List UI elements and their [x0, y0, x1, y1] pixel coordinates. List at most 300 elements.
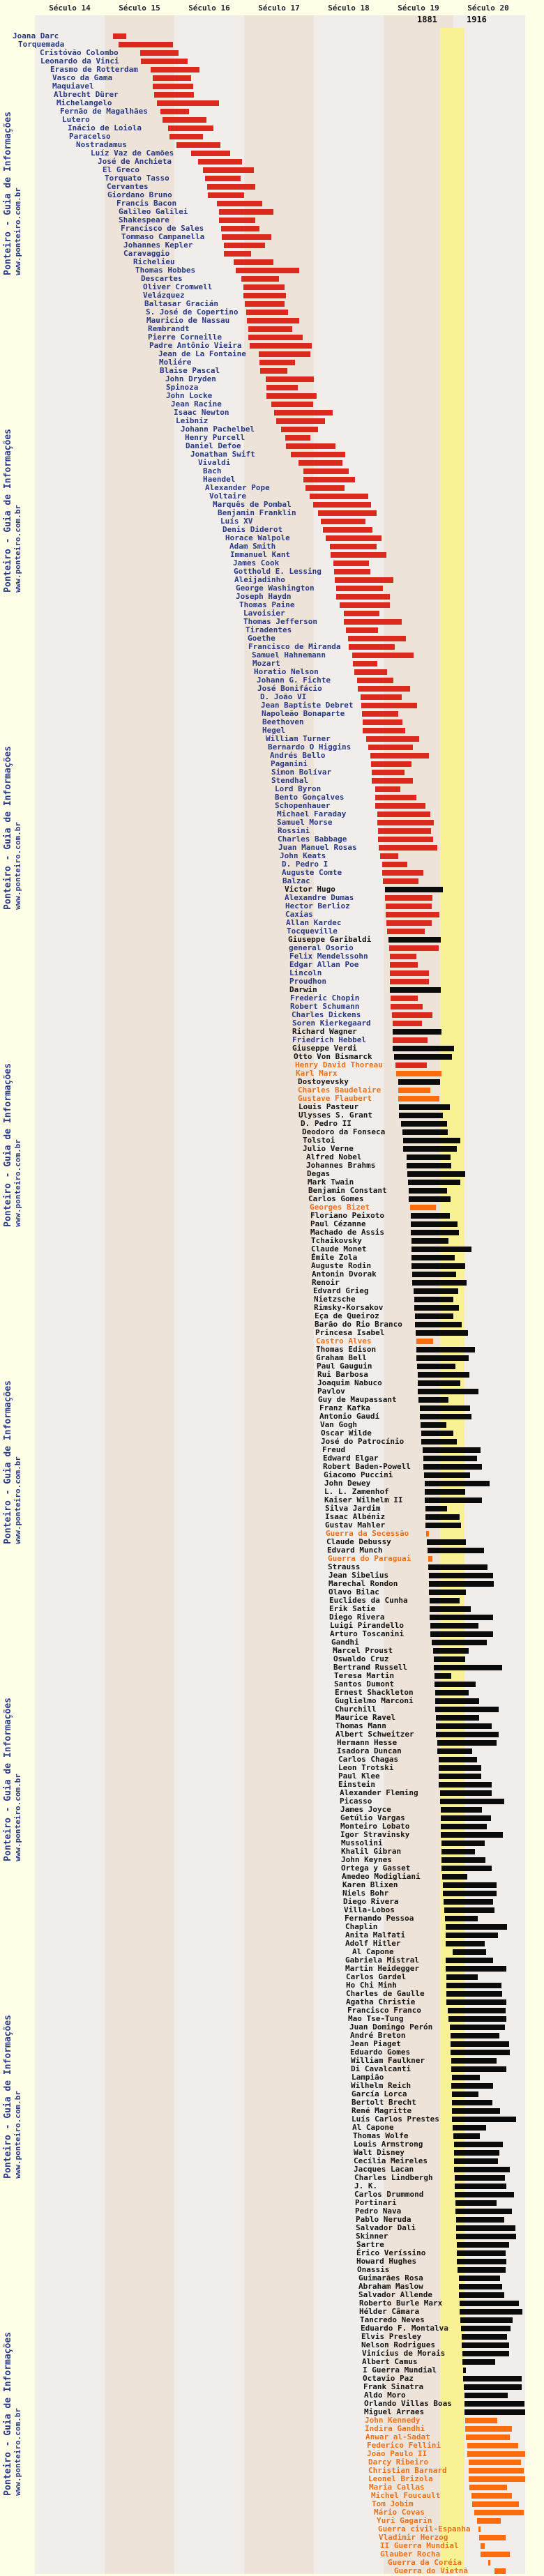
lifespan-bar: [459, 2292, 504, 2298]
lifespan-bar: [407, 1163, 451, 1168]
timeline-row-label: Pierre Corneille: [148, 333, 222, 342]
timeline-row-label: Denis Diderot: [222, 525, 283, 534]
timeline-row-label: Charles Dickens: [292, 1010, 361, 1019]
century-band: [35, 15, 105, 2574]
era-marker-end: 1916: [467, 15, 487, 24]
lifespan-bar: [469, 2476, 525, 2482]
timeline-row-label: El Greco: [103, 165, 139, 174]
lifespan-bar: [418, 1397, 448, 1403]
lifespan-bar: [455, 2200, 497, 2206]
timeline-row-label: Lutero: [62, 115, 90, 124]
timeline-row-label: Hermann Hesse: [337, 1738, 398, 1747]
lifespan-bar: [349, 644, 395, 650]
timeline-row-label: Thomas Jefferson: [243, 617, 317, 626]
lifespan-bar: [425, 1506, 447, 1511]
lifespan-bar: [418, 1389, 478, 1394]
lifespan-bar: [459, 2276, 500, 2281]
lifespan-bar: [432, 1640, 487, 1645]
timeline-row-label: Schopenhauer: [275, 801, 331, 810]
timeline-row-label: Andrés Bello: [270, 751, 326, 760]
timeline-row-label: Albrecht Dürer: [54, 90, 119, 99]
timeline-row-label: Eduardo Gomes: [350, 2048, 411, 2057]
timeline-row-label: Johann Pachelbel: [181, 425, 255, 434]
lifespan-bar: [481, 2552, 510, 2557]
timeline-row-label: Silva Jardim: [325, 1504, 381, 1513]
timeline-row-label: Francis Bacon: [116, 199, 177, 208]
lifespan-bar: [375, 786, 400, 792]
lifespan-bar: [460, 2317, 513, 2323]
lifespan-bar: [241, 276, 279, 282]
lifespan-bar: [390, 954, 416, 959]
lifespan-bar: [286, 443, 335, 449]
timeline-row-label: Luíz Vaz de Camões: [91, 148, 174, 158]
lifespan-bar: [464, 2409, 525, 2415]
timeline-row-label: Velázquez: [143, 291, 185, 300]
timeline-row-label: William Faulkner: [351, 2056, 425, 2065]
site-url-vertical[interactable]: www.ponteiro.com.br: [13, 1138, 22, 1227]
lifespan-bar: [418, 1380, 460, 1386]
lifespan-bar: [442, 1874, 467, 1880]
lifespan-bar: [113, 33, 126, 39]
timeline-row-label: Erik Satie: [329, 1604, 376, 1613]
lifespan-bar: [375, 795, 416, 800]
timeline-row-label: Goethe: [248, 634, 275, 643]
timeline-row-label: Inácio de Loiola: [68, 123, 142, 132]
timeline-row-label: Proudhon: [289, 977, 326, 986]
lifespan-bar: [207, 184, 255, 190]
lifespan-bar: [266, 385, 298, 390]
timeline-row-label: Thomas Hobbes: [135, 266, 196, 275]
lifespan-bar: [407, 1171, 465, 1177]
lifespan-bar: [430, 1598, 460, 1603]
lifespan-bar: [363, 719, 402, 725]
lifespan-bar: [415, 1313, 453, 1319]
timeline-row-label: Guerra do Paraguai: [328, 1554, 411, 1563]
lifespan-bar: [457, 2250, 506, 2256]
lifespan-bar: [412, 1280, 467, 1286]
timeline-row-label: Alexandre Dumas: [285, 893, 354, 902]
lifespan-bar: [393, 1046, 454, 1051]
timeline-row-label: Leibniz: [176, 416, 209, 425]
timeline-row-label: Eduardo F. Montalva: [361, 2324, 448, 2333]
site-url-vertical[interactable]: www.ponteiro.com.br: [13, 821, 22, 910]
lifespan-bar: [271, 402, 313, 407]
lifespan-bar: [451, 2083, 493, 2089]
timeline-row-label: Nelson Rodrigues: [361, 2340, 435, 2349]
timeline-row-label: Luís XV: [220, 517, 253, 526]
timeline-row-label: Carlos Chagas: [338, 1755, 399, 1764]
timeline-row-label: Luís Carlos Prestes: [352, 2114, 439, 2124]
lifespan-bar: [462, 2351, 509, 2356]
lifespan-bar: [451, 2058, 497, 2064]
timeline-row-label: Juan Manuel Rosas: [278, 843, 357, 852]
lifespan-bar: [336, 594, 390, 600]
lifespan-bar: [390, 962, 418, 968]
timeline-row-label: Claude Debussy: [326, 1537, 391, 1546]
timeline-row-label: Guerra da Coréia: [388, 2558, 462, 2567]
timeline-row-label: Robert Schumann: [290, 1002, 360, 1011]
timeline-row-label: Érico Veríssino: [356, 2248, 426, 2257]
lifespan-bar: [243, 284, 285, 290]
century-label: Século 19: [398, 3, 439, 13]
lifespan-bar: [205, 176, 241, 181]
timeline-row-label: Octavio Paz: [363, 2374, 414, 2383]
timeline-row-label: Carlos Gardel: [346, 1972, 407, 1981]
century-label: Século 14: [49, 3, 91, 13]
timeline-row-label: Isadora Duncan: [337, 1746, 402, 1755]
lifespan-bar: [395, 1062, 427, 1068]
timeline-row-label: Balzac: [282, 876, 310, 885]
timeline-row-label: Arturo Toscanini: [330, 1629, 404, 1638]
timeline-row-label: Johannes Kepler: [123, 241, 193, 250]
lifespan-bar: [386, 920, 432, 926]
lifespan-bar: [448, 2016, 506, 2022]
lifespan-bar: [464, 2401, 524, 2407]
lifespan-bar: [446, 1966, 506, 1972]
timeline-row-label: Mark Twain: [308, 1178, 354, 1187]
timeline-row-label: Tchaikovsky: [311, 1236, 362, 1245]
timeline-row-label: Jean de La Fontaine: [158, 349, 246, 358]
lifespan-bar: [248, 326, 292, 332]
timeline-row-label: Joaquim Nabuco: [317, 1378, 382, 1387]
sidebar-watermark-block: [3, 112, 22, 278]
lifespan-bar: [443, 1882, 497, 1888]
lifespan-bar: [396, 1071, 441, 1076]
lifespan-bar: [435, 1682, 476, 1687]
lifespan-bar: [379, 845, 437, 851]
lifespan-bar: [444, 1907, 494, 1913]
lifespan-bar: [305, 485, 345, 491]
lifespan-bar: [439, 1757, 477, 1762]
timeline-row-label: Stendhal: [271, 776, 308, 785]
timeline-row-label: Beethoven: [262, 717, 304, 726]
timeline-row-label: Charles Lindbergh: [354, 2173, 433, 2182]
timeline-row-label: Walt Disney: [354, 2148, 405, 2157]
site-name-vertical: Ponteiro - Guia de Informações: [3, 112, 13, 275]
timeline-row-label: Descartes: [141, 274, 183, 283]
timeline-row-label: Gustav Mahler: [325, 1521, 386, 1530]
timeline-row-label: Bento Gonçalves: [275, 793, 345, 802]
lifespan-bar: [318, 510, 377, 516]
lifespan-bar: [274, 410, 333, 416]
lifespan-bar: [478, 2527, 481, 2532]
lifespan-bar: [246, 310, 288, 315]
lifespan-bar: [437, 1740, 497, 1746]
lifespan-bar: [451, 2066, 506, 2072]
timeline-row-label: John Dewey: [324, 1479, 371, 1488]
lifespan-bar: [399, 1113, 443, 1118]
lifespan-bar: [453, 2133, 480, 2139]
timeline-row-label: Luigi Pirandello: [330, 1621, 404, 1630]
timeline-row-label: Barão do Rio Branco: [315, 1320, 402, 1329]
lifespan-bar: [245, 301, 285, 307]
lifespan-bar: [457, 2259, 506, 2264]
timeline-row-label: Paul Klee: [338, 1771, 380, 1781]
site-url-vertical[interactable]: www.ponteiro.com.br: [13, 1773, 22, 1861]
timeline-row-label: Allan Kardec: [286, 918, 342, 927]
timeline-row-label: Louis Armstrong: [354, 2140, 423, 2149]
timeline-row-label: Federico Fellini: [367, 2441, 441, 2450]
timeline-row-label: Lord Byron: [275, 784, 322, 793]
lifespan-bar: [176, 142, 220, 148]
lifespan-bar: [260, 368, 287, 374]
timeline-row-label: Antonio Gaudí: [319, 1412, 380, 1421]
timeline-row-label: Tolstoi: [303, 1136, 335, 1145]
timeline-row-label: Rimsky-Korsakov: [314, 1303, 384, 1312]
lifespan-bar: [393, 1037, 428, 1043]
lifespan-bar: [441, 1849, 475, 1854]
timeline-row-label: Frederic Chopin: [290, 993, 360, 1003]
lifespan-bar: [463, 2368, 466, 2373]
timeline-row-label: Michel Foucault: [371, 2491, 441, 2500]
timeline-row-label: Roberto Burle Marx: [359, 2299, 443, 2308]
lifespan-bar: [348, 636, 406, 641]
timeline-row-label: Joseph Haydn: [236, 592, 292, 601]
timeline-row-label: Skinner: [356, 2232, 388, 2241]
site-url-vertical[interactable]: www.ponteiro.com.br: [13, 504, 22, 593]
site-name-vertical: Ponteiro - Guia de Informações: [3, 429, 13, 593]
lifespan-bar: [392, 1012, 432, 1018]
site-url-vertical[interactable]: www.ponteiro.com.br: [13, 2407, 22, 2496]
lifespan-bar: [160, 109, 189, 114]
lifespan-bar: [425, 1514, 460, 1520]
lifespan-bar: [469, 2460, 521, 2465]
timeline-row-label: Tiradentes: [245, 625, 292, 634]
lifespan-bar: [455, 2192, 514, 2197]
era-marker-start: 1881: [417, 15, 437, 24]
timeline-row-label: Charles Baudelaire: [298, 1085, 381, 1095]
century-label: Século 17: [258, 3, 300, 13]
timeline-row-label: Indira Gandhi: [365, 2424, 425, 2433]
lifespan-bar: [236, 268, 299, 273]
timeline-row-label: Princesa Isabel: [315, 1328, 385, 1337]
timeline-row-label: Salvador Dali: [356, 2223, 416, 2232]
timeline-row-label: Leon Trotski: [338, 1763, 394, 1772]
timeline-row-label: Isaac Albéniz: [325, 1512, 386, 1521]
lifespan-bar: [452, 2100, 492, 2105]
lifespan-bar: [385, 895, 432, 901]
lifespan-bar: [464, 2393, 508, 2398]
timeline-row-label: Franz Kafka: [319, 1403, 370, 1412]
timeline-row-label: Strauss: [328, 1562, 361, 1571]
lifespan-bar: [414, 1288, 458, 1294]
lifespan-bar: [456, 2217, 504, 2223]
timeline-row-label: René Magritte: [352, 2106, 412, 2115]
lifespan-bar: [420, 1414, 471, 1419]
timeline-row-label: D. João VI: [260, 692, 307, 701]
timeline-row-label: Diego Rivera: [329, 1613, 385, 1622]
timeline-row-label: Monteiro Lobato: [340, 1822, 410, 1831]
timeline-row-label: Antonin Dvorak: [312, 1270, 377, 1279]
lifespan-bar: [445, 1916, 478, 1921]
timeline-row-label: Galileo Galilei: [119, 207, 188, 216]
timeline-row-label: Guerra da Secessão: [326, 1529, 409, 1538]
lifespan-bar: [464, 2384, 522, 2390]
lifespan-bar: [334, 569, 370, 574]
century-band: [244, 15, 314, 2574]
lifespan-bar: [456, 2225, 515, 2231]
century-label: Século 18: [328, 3, 370, 13]
timeline-row-label: Victor Hugo: [285, 885, 335, 894]
lifespan-bar: [416, 1339, 433, 1344]
lifespan-bar: [460, 2301, 519, 2306]
timeline-row-label: Maurice Ravel: [335, 1713, 396, 1722]
lifespan-bar: [358, 686, 410, 692]
timeline-row-label: Maria Callas: [369, 2483, 425, 2492]
lifespan-bar: [462, 2359, 495, 2365]
lifespan-bar: [418, 1372, 469, 1378]
lifespan-bar: [457, 2242, 509, 2248]
timeline-row-label: Gandhi: [331, 1638, 359, 1647]
timeline-row-label: Michelangelo: [56, 98, 112, 107]
site-url-vertical[interactable]: www.ponteiro.com.br: [13, 187, 22, 275]
timeline-row-label: Immanuel Kant: [230, 550, 291, 559]
lifespan-bar: [453, 1949, 486, 1955]
lifespan-bar: [454, 2158, 498, 2164]
timeline-row-label: Samuel Hahnemann: [252, 650, 326, 660]
lifespan-bar: [467, 2451, 525, 2457]
timeline-row-label: Johann G. Fichte: [257, 676, 331, 685]
lifespan-bar: [390, 987, 441, 993]
timeline-row-label: Baltasar Gracián: [144, 299, 218, 308]
lifespan-bar: [481, 2543, 485, 2549]
lifespan-bar: [411, 1247, 471, 1252]
timeline-row-label: André Breton: [350, 2031, 406, 2040]
site-url-vertical[interactable]: www.ponteiro.com.br: [13, 2090, 22, 2179]
lifespan-bar: [299, 460, 342, 466]
lifespan-bar: [448, 2008, 506, 2013]
timeline-row-label: Albert Schweitzer: [335, 1730, 414, 1739]
timeline-row-label: Guimarães Rosa: [358, 2273, 423, 2282]
lifespan-bar: [219, 209, 273, 215]
timeline-row-label: Blaise Pascal: [160, 366, 220, 375]
lifespan-bar: [357, 678, 393, 683]
lifespan-bar: [443, 1891, 497, 1896]
lifespan-bar: [467, 2443, 518, 2448]
timeline-row-label: Lavoisier: [243, 609, 285, 618]
sidebar-watermark-block: [3, 2015, 22, 2181]
timeline-row-label: Howard Hughes: [356, 2257, 417, 2266]
lifespan-bar: [423, 1464, 482, 1470]
timeline-row-label: Wilhelm Reich: [351, 2081, 411, 2090]
lifespan-bar: [450, 2025, 505, 2030]
lifespan-bar: [446, 1924, 507, 1930]
lifespan-bar: [361, 694, 402, 700]
timeline-row-label: Louis Pasteur: [299, 1102, 359, 1111]
timeline-row-label: Horace Walpole: [225, 533, 290, 542]
lifespan-bar: [433, 1648, 469, 1654]
timeline-row-label: Thomas Mann: [335, 1721, 386, 1730]
timeline-row-label: Nietzsche: [314, 1295, 356, 1304]
timeline-row-label: Castro Alves: [316, 1336, 372, 1346]
timeline-row-label: L. L. Zamenhof: [324, 1487, 389, 1496]
timeline-row-label: Gustave Flaubert: [298, 1094, 372, 1103]
lifespan-bar: [452, 2075, 480, 2080]
lifespan-bar: [203, 167, 254, 173]
timeline-row-label: João Paulo II: [367, 2449, 428, 2458]
timeline-row-label: Marechal Rondon: [328, 1579, 398, 1588]
timeline-row-label: Paul Cézanne: [310, 1219, 366, 1228]
timeline-row-label: Bertolt Brecht: [352, 2098, 416, 2107]
timeline-row-label: Padre Antônio Vieira: [149, 341, 242, 350]
timeline-row-label: Teresa Martin: [334, 1671, 395, 1680]
timeline-row-label: Freud: [322, 1445, 346, 1454]
lifespan-bar: [224, 243, 265, 248]
lifespan-bar: [455, 2183, 506, 2189]
lifespan-bar: [331, 552, 386, 558]
timeline-row-label: Guglielmo Marconi: [335, 1696, 414, 1705]
lifespan-bar: [259, 360, 295, 365]
timeline-row-label: Khalil Gibran: [341, 1847, 402, 1856]
lifespan-bar: [462, 2342, 509, 2348]
timeline-row-label: I Guerra Mundial: [363, 2365, 437, 2375]
lifespan-bar: [441, 1807, 482, 1813]
lifespan-bar: [436, 1723, 492, 1729]
lifespan-bar: [440, 1799, 504, 1804]
lifespan-bar: [354, 669, 387, 675]
timeline-row-label: Otto Von Bismarck: [294, 1052, 372, 1061]
timeline-row-label: Alexander Pope: [205, 483, 270, 492]
lifespan-bar: [198, 159, 242, 165]
timeline-row-label: Giacomo Puccini: [324, 1470, 393, 1479]
lifespan-bar: [352, 653, 414, 658]
lifespan-bar: [436, 1732, 499, 1737]
timeline-row-label: Edgar Allan Poe: [289, 960, 359, 969]
timeline-row-label: Euclides da Cunha: [329, 1596, 408, 1605]
lifespan-bar: [465, 2418, 497, 2423]
lifespan-bar: [452, 2091, 478, 2097]
lifespan-bar: [383, 878, 418, 884]
lifespan-bar: [224, 251, 251, 257]
site-url-vertical[interactable]: www.ponteiro.com.br: [13, 1456, 22, 1544]
lifespan-bar: [414, 1297, 453, 1302]
lifespan-bar: [303, 477, 355, 482]
lifespan-bar: [291, 452, 345, 457]
timeline-row-label: Jean Piaget: [350, 2039, 401, 2048]
lifespan-bar: [398, 1096, 439, 1102]
timeline-row-label: Gotthold E. Lessing: [234, 567, 322, 576]
lifespan-bar: [411, 1238, 448, 1244]
lifespan-bar: [454, 2142, 503, 2147]
timeline-row-label: Haendel: [203, 475, 236, 484]
timeline-row-label: Torquemada: [18, 40, 65, 49]
timeline-row-label: Spinoza: [166, 383, 199, 392]
timeline-row-label: Alfred Nobel: [306, 1152, 362, 1161]
timeline-row-label: Pedro Nava: [355, 2207, 402, 2216]
timeline-row-label: Jean Baptiste Debret: [261, 701, 354, 710]
timeline-row-label: Karl Marx: [296, 1069, 338, 1078]
timeline-row-label: Francisco de Miranda: [248, 642, 341, 651]
lifespan-bar: [363, 728, 405, 733]
lifespan-bar: [154, 92, 194, 98]
timeline-row-label: Hegel: [262, 726, 286, 735]
timeline-row-label: Torquato Tasso: [105, 174, 169, 183]
timeline-row-label: Soren Kierkegaard: [292, 1019, 371, 1028]
lifespan-bar: [441, 1840, 485, 1846]
timeline-row-label: Felix Mendelssohn: [289, 952, 368, 961]
timeline-row-label: George Washington: [236, 584, 315, 593]
sidebar-watermark-block: [3, 746, 22, 913]
timeline-row-label: Diego Rivera: [343, 1897, 399, 1906]
lifespan-bar: [408, 1180, 460, 1185]
lifespan-bar: [221, 226, 259, 231]
lifespan-bar: [425, 1481, 490, 1486]
lifespan-bar: [361, 703, 417, 708]
lifespan-bar: [460, 2309, 522, 2315]
timeline-row-label: Henry Purcell: [185, 433, 245, 442]
timeline-row-label: Richelieu: [133, 257, 175, 266]
lifespan-bar: [387, 929, 425, 934]
